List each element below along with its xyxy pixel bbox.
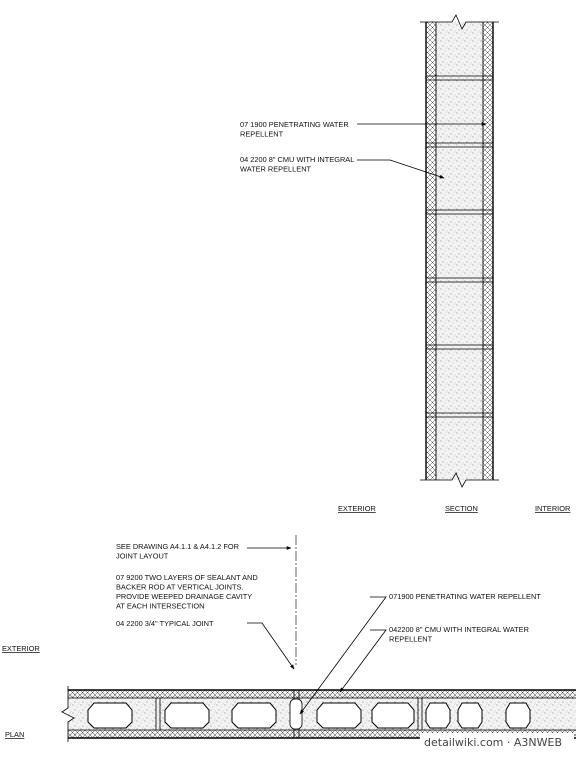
watermark-text: detailwiki.com · A3NWEB	[424, 736, 562, 749]
section-note-repellent: 07 1900 PENETRATING WATER REPELLENT	[240, 120, 349, 139]
plan-exterior-hatch	[68, 690, 576, 698]
plan-label-exterior: EXTERIOR	[2, 644, 40, 653]
plan-note-joint: 04 2200 3/4" TYPICAL JOINT	[116, 619, 214, 628]
plan-leaders	[247, 548, 386, 714]
plan-note-see-drawing: SEE DRAWING A4.1.1 & A4.1.2 FOR JOINT LAYOUT	[116, 542, 239, 561]
interior-face-hatch	[483, 22, 493, 480]
cmu-core-fill	[436, 22, 483, 480]
section-title: SECTION	[445, 504, 478, 513]
section-note-cmu: 04 2200 8" CMU WITH INTEGRAL WATER REPELLENT	[240, 155, 355, 174]
plan-note-sealant: 07 9200 TWO LAYERS OF SEALANT AND BACKER ROD AT VERTICAL JOINTS. PROVIDE WEEPED DRAINAGE CAVITY AT EACH INTERSECTION	[116, 573, 258, 611]
plan-note-repellent: 071900 PENETRATING WATER REPELLENT	[389, 592, 541, 601]
section-label-exterior: EXTERIOR	[338, 504, 376, 513]
plan-note-cmu: 042200 8" CMU WITH INTEGRAL WATER REPELLENT	[389, 625, 529, 644]
wall-section	[420, 15, 499, 487]
section-label-interior: INTERIOR	[535, 504, 571, 513]
plan-title: PLAN	[5, 730, 25, 739]
exterior-face-hatch	[426, 22, 436, 480]
